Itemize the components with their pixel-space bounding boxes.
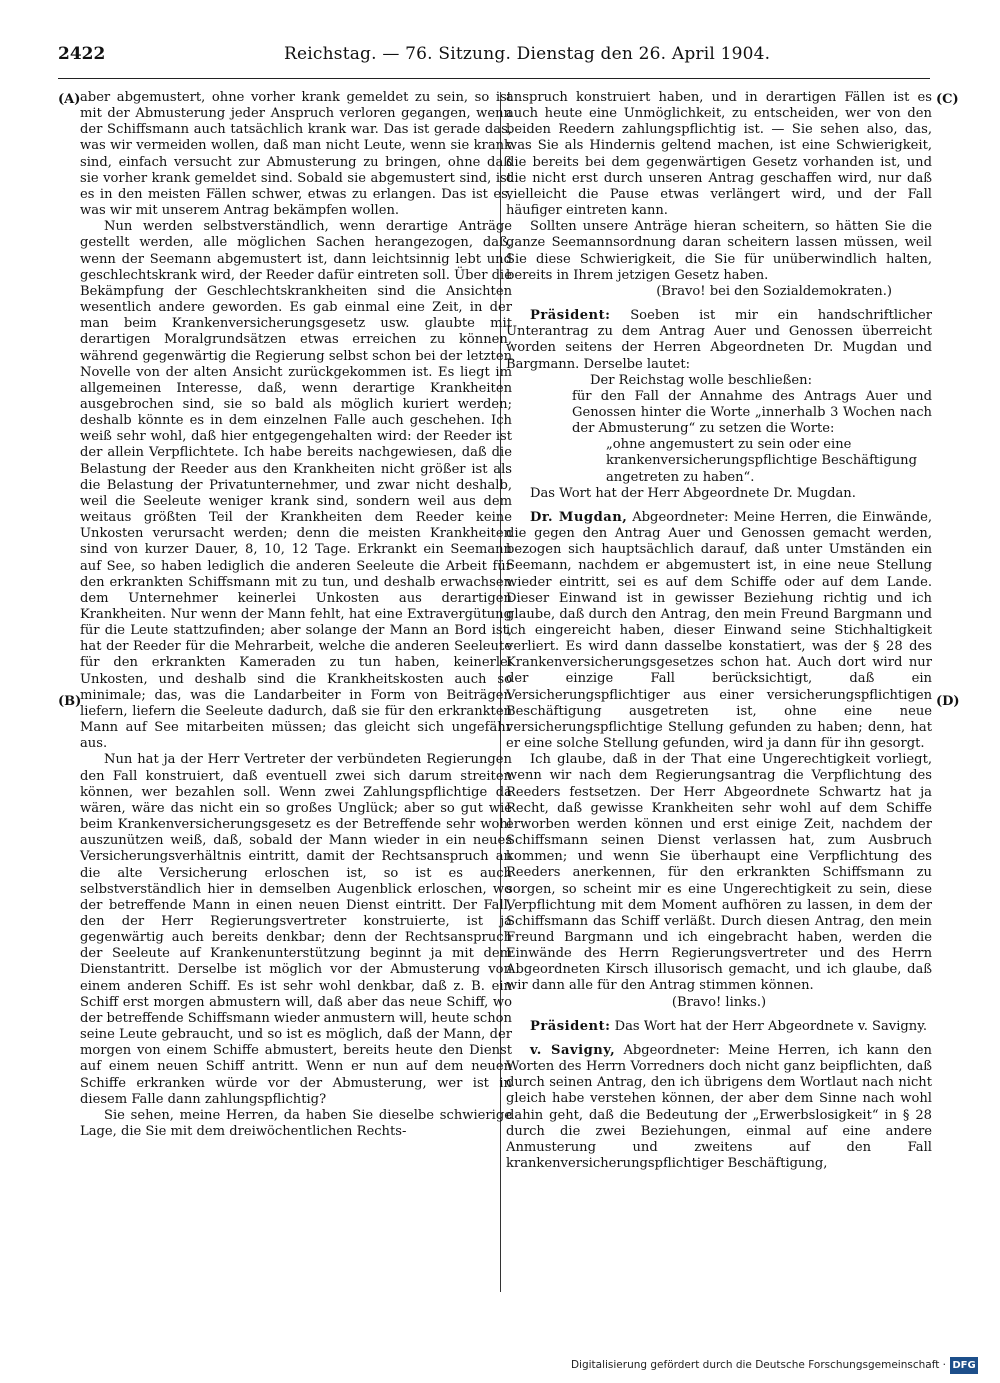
margin-marker-d: (D) (936, 694, 960, 709)
header-rule (58, 78, 930, 79)
statement-text: Soeben ist mir ein handschriftlicher Unterantrag zu dem Antrag Auer und Genossen überreicht worden seitens der Herren Abgeordneten Dr. Mugdan und Bargmann. Derselbe lautet: (506, 308, 932, 372)
speech-mugdan (506, 510, 932, 752)
speaker-label: Präsident: (530, 1018, 611, 1034)
page-header (58, 44, 930, 70)
left-column (80, 90, 512, 1140)
statement-text: Abgeordneter: Meine Herren, die Einwände, die gegen den Antrag Auer und Genossen gemacht werden, bezogen sich hauptsächlich darauf, daß unter Umständen ein Seemann, nachdem er abgemustert ist, in eine neue Stellung wieder eintritt, sei es auf dem Schiffe oder auf dem Lande. Dieser Einwand ist in gewisser Beziehung richtig und ich glaube, daß durch den Antrag, den mein Freund Bargmann und ich eingereicht haben, dieser Einwand seine Stichhaltigkeit verliert. Es wird dann dasselbe konstatiert, was der § 28 des Krankenversicherungsgesetzes schon hat. Auch dort wird nur der einzige Fall berücksichtigt, daß ein Versicherungspflichtiger aus einer versicherungspflichtigen Beschäftigung ausgetreten ist, ohne eine neue versicherungspflichtige Stellung gefunden zu haben; denn, hat er eine solche Stellung gefunden, wird ja dann für ihn gesorgt. (506, 509, 932, 752)
footer (570, 1357, 978, 1377)
running-title: Reichstag. — 76. Sitzung. Dienstag den 26. April 1904. (284, 44, 771, 64)
statement-text: Das Wort hat der Herr Abgeordnete v. Savigny. (610, 1018, 928, 1034)
paragraph: Sie sehen, meine Herren, da haben Sie dieselbe schwierige Lage, die Sie mit dem dreiwöchentlichen Rechts- (80, 1107, 512, 1139)
page-number: 2422 (58, 44, 106, 64)
applause-note: (Bravo! links.) (671, 994, 767, 1010)
paragraph: anspruch konstruiert haben, und in derartigen Fällen ist es auch heute eine Unmöglichkeit, zu entscheiden, wer von den beiden Reedern zahlungspflichtig ist. — Sie sehen also, das, was Sie als Hindernis geltend machen, ist eine Schwierigkeit, die bereits bei dem gegenwärtigen Gesetz vorhanden ist, und die nicht erst durch unseren Antrag geschaffen wird, nur daß vielleicht die Pause etwas verlängert wird, und der Fall häufiger eintreten kann. (506, 90, 932, 219)
speech-savigny (506, 1043, 932, 1172)
paragraph: Nun werden selbstverständlich, wenn derartige Anträge gestellt werden, alle möglichen Sachen herangezogen, daß, wenn der Seemann abgemustert ist, dann leichtsinnig lebt und geschlechtskrank wird, der Reeder dafür eintreten soll. Über die Bekämpfung der Geschlechtskrankheiten sind die Ansichten wesentlich andere geworden. Es gab einmal eine Zeit, in der man beim Krankenversicherungsgesetz usw. glaubte mit derartigen Moralgrundsätzen etwas erreichen zu können, während gegenwärtig die Regierung selbst schon bei der letzten Novelle von der alten Ansicht zurückgekommen ist. Es liegt im allgemeinen Interesse, daß, wenn derartige Krankheiten ausgebrochen sind, sie so bald als möglich kuriert werden; deshalb könnte es in dem einzelnen Falle auch geschehen. Ich weiß sehr wohl, daß hier entgegengehalten wird: der Reeder ist der allein Verpflichtete. Ich habe bereits nachgewiesen, daß die Belastung der Reeder aus den Krankheiten nicht größer ist als die Belastung der Privatunternehmer, und zwar nicht deshalb, weil die Seeleute weniger krank sind, sondern weil aus dem weitaus größten Teil der Krankheiten dem Reeder keine Unkosten verursacht werden; denn die meisten Krankheiten sind von kurzer Dauer, 8, 10, 12 Tage. Erkrankt ein Seemann auf See, so haben lediglich die anderen Seeleute die Arbeit für den erkrankten Schiffsmann mit zu tun, und deshalb erwachsen dem Unternehmer keinerlei Unkosten aus derartigen Krankheiten. Nur wenn der Mann fehlt, hat eine Extravergütung für die Leute stattzufinden; aber solange der Mann an Bord ist, hat der Reeder für die Mehrarbeit, welche die anderen Seeleute für den erkrankten Kameraden zu tun haben, keinerlei Unkosten, und deshalb sind die Krankheitskosten auch so minimale; das, was die Landarbeiter in Form von Beiträgen liefern, liefern die Seeleute dadurch, daß sie für den erkrankten Mann auf See mitarbeiten müssen; das gleicht sich ungefähr aus. (80, 219, 512, 752)
funding-note: Digitalisierung gefördert durch die Deutsche Forschungsgemeinschaft · (570, 1359, 946, 1371)
motion-quote: „ohne angemustert zu sein oder eine krankenversicherungspflichtige Beschäftigung angetreten zu haben“. (606, 437, 918, 485)
statement-text: Abgeordneter: Meine Herren, ich kann den Worten des Herrn Vorredners doch nicht ganz beipflichten, daß durch seinen Antrag, den ich übrigens dem Wortlaut nach nicht gleich habe verstehen können, der aber dem Sinne nach wohl dahin geht, daß die Bedeutung der „Erwerbslosigkeit“ in § 28 durch die zwei Beziehungen, einmal auf eine andere Anmusterung und zweitens auf den Fall krankenversicherungspflichtiger Beschäftigung, (506, 1042, 932, 1171)
margin-marker-b: (B) (58, 694, 82, 709)
paragraph: Ich glaube, daß in der That eine Ungerechtigkeit vorliegt, wenn wir nach dem Regierungsantrag die Verpflichtung des Reeders festsetzen. Der Herr Abgeordnete Schwartz hat ja Recht, daß gewisse Krankheiten sehr wohl auf dem Schiffe erworben werden können und erst einige Zeit, nachdem der Schiffsmann seinen Dienst verlassen hat, zum Ausbruch kommen; und wenn Sie überhaupt eine Verpflichtung des Reeders anerkennen, für den erkrankten Schiffsmann zu sorgen, so scheint mir es eine Ungerechtigkeit zu sein, diese Verpflichtung mit dem Moment aufhören zu lassen, in dem der Schiffsmann das Schiff verläßt. Durch diesen Antrag, den mein Freund Bargmann und ich eingebracht haben, werden die Einwände des Herrn Regierungsvertreter und des Herrn Abgeordneten Kirsch illusorisch gemacht, und ich glaube, daß wir dann alle für den Antrag stimmen können. (506, 752, 932, 994)
paragraph: Sollten unsere Anträge hieran scheitern, so hätten Sie die ganze Seemannsordnung daran scheitern lassen müssen, weil Sie diese Schwierigkeit, die Sie für unüberwindlich halten, bereits in Ihrem jetzigen Gesetz haben. (506, 219, 932, 283)
paragraph: Nun hat ja der Herr Vertreter der verbündeten Regierungen den Fall konstruiert, daß eventuell zwei sich darum streiten können, wer bezahlen soll. Wenn zwei Zahlungspflichtige da wären, wäre das nicht ein so großes Unglück; aber so gut wie beim Krankenversicherungsgesetz es der Betreffende sehr wohl auszunützen weiß, daß, sobald der Mann wieder in ein neues Versicherungsverhältnis eintritt, damit der Rechtsanspruch an die alte Versicherung erloschen ist, so ist es auch selbstverständlich hier in demselben Augenblick erloschen, wo der betreffende Mann in einen neuen Dienst eintritt. Der Fall, den der Herr Regierungsvertreter konstruierte, ist ja gegenwärtig auch bereits denkbar; denn der Rechtsanspruch der Seeleute auf Krankenunterstützung beginnt ja mit dem Dienstantritt. Derselbe ist möglich vor der Abmusterung von einem anderen Schiff. Es ist sehr wohl denkbar, daß z. B. ein Schiff erst morgen abmustern will, daß aber das neue Schiff, wo der betreffende Schiffsmann wieder anmustern will, heute schon seine Leute gebraucht, und so ist es möglich, daß der Mann, der morgen von einem Schiffe abmustert, bereits heute den Dienst auf einem neuen Schiff antritt. Wenn er nun auf dem neuen Schiffe erkranken würde vor der Abmusterung, wer ist in diesem Falle dann zahlungspflichtig? (80, 752, 512, 1107)
applause-note: (Bravo! bei den Sozialdemokraten.) (656, 283, 892, 299)
paragraph: Das Wort hat der Herr Abgeordnete Dr. Mugdan. (530, 485, 856, 501)
right-column (506, 90, 932, 1172)
president-statement (506, 1019, 932, 1035)
president-statement (506, 308, 932, 373)
dfg-logo: DFG (950, 1357, 978, 1374)
motion-text: für den Fall der Annahme des Antrags Auer und Genossen hinter die Worte „innerhalb 3 Wochen nach der Abmusterung“ zu setzen die Worte: (572, 388, 932, 437)
paragraph: aber abgemustert, ohne vorher krank gemeldet zu sein, so ist mit der Abmusterung jeder Anspruch verloren gegangen, wenn der Schiffsmann auch tatsächlich krank war. Das ist gerade das, was wir vermeiden wollen, daß man nicht Leute, wenn sie krank sind, einfach versucht zur Abmusterung zu bringen, ohne daß sie vorher krank gemeldet sind. Sobald sie abgemustert sind, ist es in den meisten Fällen schwer, etwas zu erlangen. Das ist es, was wir mit unserem Antrag bekämpfen wollen. (80, 90, 512, 219)
speaker-label: v. Savigny, (530, 1042, 616, 1058)
speaker-label: Präsident: (530, 308, 611, 324)
margin-marker-c: (C) (936, 92, 959, 107)
margin-marker-a: (A) (58, 92, 81, 107)
speaker-label: Dr. Mugdan, (530, 509, 628, 525)
motion-intro: Der Reichstag wolle beschließen: (590, 372, 813, 388)
